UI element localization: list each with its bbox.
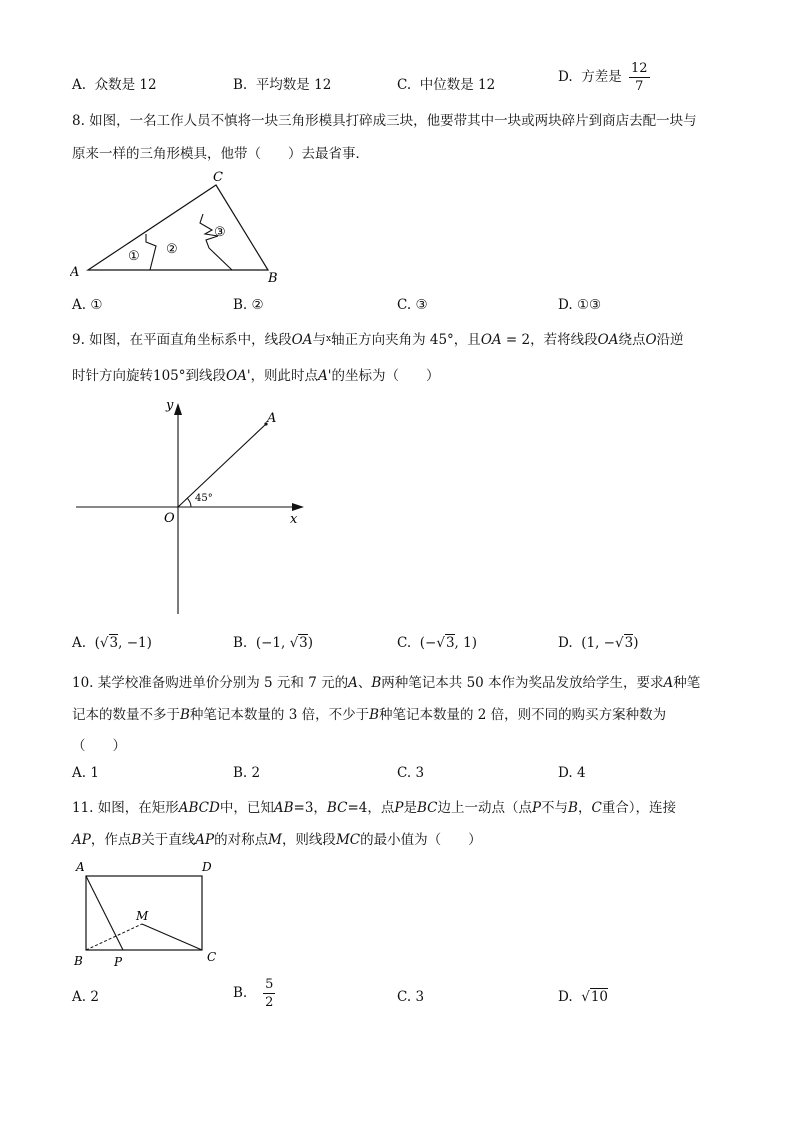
crack-1 <box>146 234 156 270</box>
piece-1-label: ① <box>128 249 140 264</box>
q8-option-b[interactable]: B. ② <box>233 297 264 313</box>
q11-option-d[interactable]: D. √10 <box>558 989 609 1005</box>
q9-stem-line2: 时针方向旋转105°到线段OA'，则此时点A'的坐标为（ ） <box>72 368 440 384</box>
q9-coordinate-figure <box>70 395 320 620</box>
q11-stem-line2: AP，作点B关于直线AP的对称点M，则线段MC的最小值为（ ） <box>72 832 482 848</box>
crack-2 <box>200 214 232 270</box>
q8-option-d[interactable]: D. ①③ <box>558 297 602 313</box>
q10-stem-line1: 10. 某学校准备购进单价分别为 5 元和 7 元的A、B两种笔记本共 50 本作为奖品发放给学生，要求A种笔 <box>72 675 701 691</box>
x-axis-arrow <box>292 503 304 511</box>
q7-option-b[interactable]: B. 平均数是 12 <box>233 77 332 93</box>
q10-option-d[interactable]: D. 4 <box>558 765 586 781</box>
x-axis-label: x <box>290 512 298 527</box>
q11-option-a[interactable]: A. 2 <box>72 989 99 1005</box>
point-a-label: A <box>267 411 277 426</box>
q9-option-c[interactable]: C. (−√3, 1) <box>397 635 477 651</box>
vertex-b-label: B <box>74 954 83 968</box>
piece-2-label: ② <box>166 242 178 257</box>
q9-stem-line1: 9. 如图，在平面直角坐标系中，线段OA与$^x$轴正方向夹角为 45°，且OA = 2，若将线段OA绕点O沿逆 <box>72 332 684 348</box>
q11-option-b-fraction: $\frac{5}{2}$ <box>265 977 274 1010</box>
q9-option-d[interactable]: D. (1, −√3) <box>558 635 639 651</box>
angle-arc <box>187 498 191 507</box>
vertex-a-label: A <box>70 265 80 280</box>
point-p-label: P <box>114 955 123 969</box>
angle-label: 45° <box>195 493 213 504</box>
vertex-b-label: B <box>268 271 278 286</box>
segment-oa <box>178 424 266 507</box>
q7-option-d[interactable]: D. 方差是 $\frac{12}{7}$ <box>558 61 648 94</box>
segment-ap <box>86 876 123 950</box>
origin-label: O <box>164 511 175 526</box>
triangle-outline <box>88 185 268 270</box>
q10-option-c[interactable]: C. 3 <box>397 765 425 781</box>
q11-stem-line1: 11. 如图，在矩形ABCD中，已知AB=3，BC=4，点P是BC边上一动点（点P不与B，C重合），连接 <box>72 800 677 816</box>
q11-option-b[interactable]: B. $\frac{5}{2}$ <box>233 977 274 1010</box>
point-m-label: M <box>136 909 149 923</box>
q9-option-a[interactable]: A. (√3, −1) <box>72 635 152 651</box>
segment-bm-dashed <box>86 924 142 950</box>
q10-stem-line2: 记本的数量不多于B种笔记本数量的 3 倍，不少于B种笔记本数量的 2 倍，则不同的购买方案种数为 <box>72 707 667 723</box>
q11-option-c[interactable]: C. 3 <box>397 989 425 1005</box>
piece-3-label: ③ <box>214 225 226 240</box>
vertex-a-label: A <box>76 860 85 874</box>
q8-stem-line1: 8. 如图，一名工作人员不慎将一块三角形模具打碎成三块，他要带其中一块或两块碎片到商店去配一块与 <box>72 113 697 129</box>
q7-option-a[interactable]: A. 众数是 12 <box>72 77 157 93</box>
q11-rectangle-figure <box>70 855 230 973</box>
q10-option-b[interactable]: B. 2 <box>233 765 261 781</box>
q10-option-a[interactable]: A. 1 <box>72 765 99 781</box>
q9-option-b[interactable]: B. (−1, √3) <box>233 635 314 651</box>
q8-option-a[interactable]: A. ① <box>72 297 103 313</box>
y-axis-arrow <box>174 403 182 415</box>
vertex-d-label: D <box>202 860 212 874</box>
q8-triangle-figure <box>70 168 290 286</box>
q10-stem-line3: （ ） <box>72 738 126 754</box>
segment-mc <box>142 924 202 950</box>
q8-stem-line2: 原来一样的三角形模具，他带（ ）去最省事． <box>72 146 369 162</box>
q7-variance-fraction: $\frac{12}{7}$ <box>631 61 648 94</box>
vertex-c-label: C <box>207 950 217 964</box>
vertex-c-label: C <box>213 170 223 185</box>
y-axis-label: y <box>166 398 174 413</box>
q7-option-c[interactable]: C. 中位数是 12 <box>397 77 496 93</box>
q8-option-c[interactable]: C. ③ <box>397 297 428 313</box>
